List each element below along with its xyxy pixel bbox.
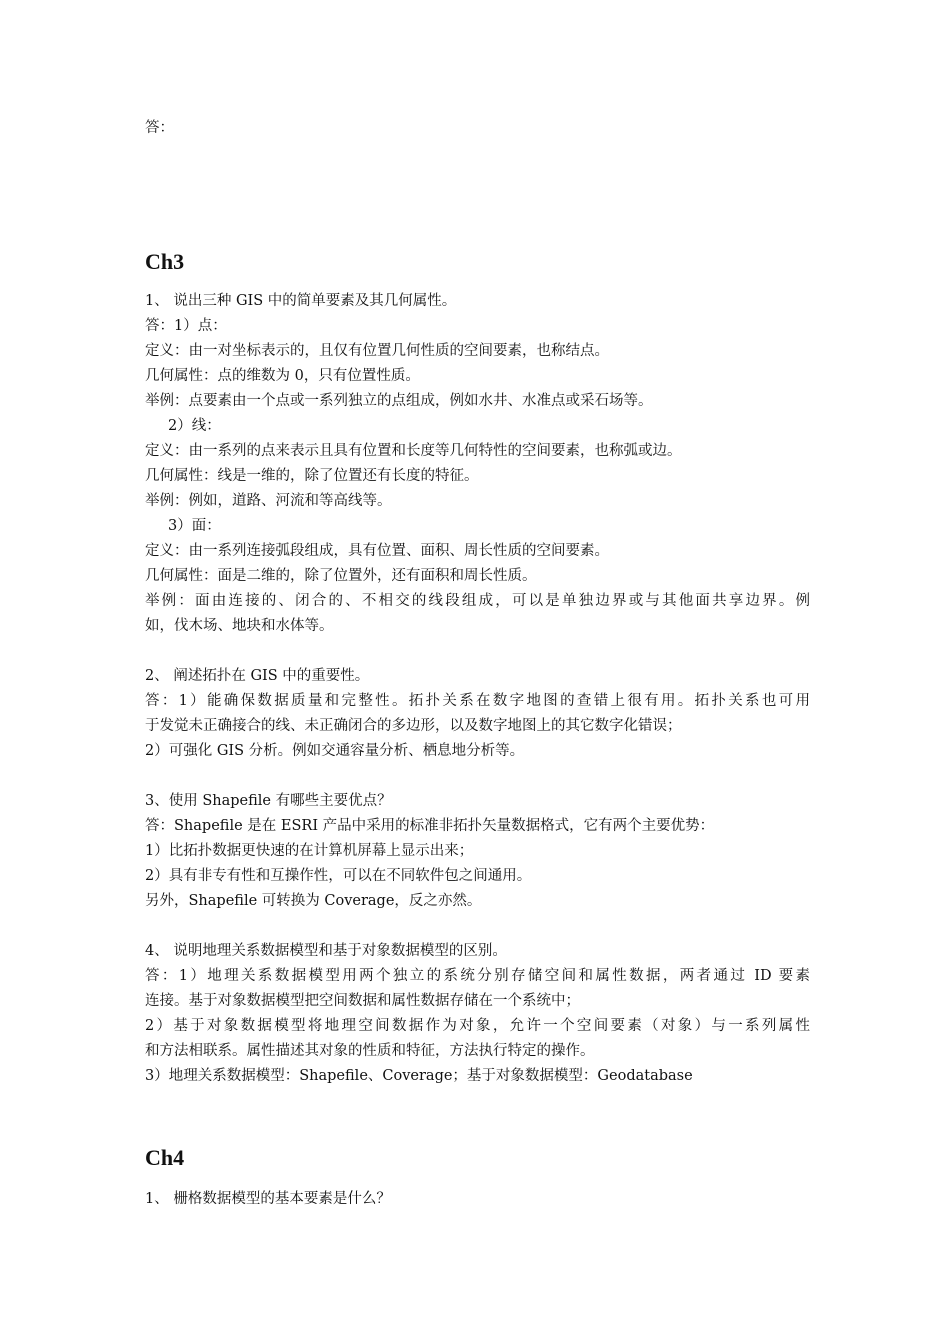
- ch3-q3-answer: 答：Shapefile 是在 ESRI 产品中采用的标准非拓扑矢量数据格式，它有两个主要优势：: [145, 818, 715, 834]
- ch3-q1-line-definition: 定义：由一系列的点来表示且具有位置和长度等几何特性的空间要素，也称弧或边。: [145, 443, 682, 459]
- ch3-q1-point-geometry: 几何属性：点的维数为 0，只有位置性质。: [145, 368, 420, 384]
- ch3-q2-answer1-line1: 答：1）能确保数据质量和完整性。拓扑关系在数字地图的查错上很有用。拓扑关系也可用: [145, 693, 810, 709]
- ch3-q1-area-definition: 定义：由一系列连接弧段组成，具有位置、面积、周长性质的空间要素。: [145, 543, 609, 559]
- ch3-q1-line-heading: 2）线：: [168, 418, 221, 434]
- ch3-q4-answer1-line1: 答：1）地理关系数据模型用两个独立的系统分别存储空间和属性数据，两者通过 ID 要素: [145, 968, 810, 984]
- ch3-q3-point2: 2）具有非专有性和互操作性，可以在不同软件包之间通用。: [145, 868, 532, 884]
- ch3-q3-question: 3、使用 Shapefile 有哪些主要优点？: [145, 793, 392, 809]
- ch3-q3-extra: 另外，Shapefile 可转换为 Coverage，反之亦然。: [145, 893, 482, 909]
- ch3-q4-question: 4、 说明地理关系数据模型和基于对象数据模型的区别。: [145, 943, 507, 959]
- ch3-q4-answer2-line2: 和方法相联系。属性描述其对象的性质和特征，方法执行特定的操作。: [145, 1043, 595, 1059]
- ch3-q2-answer2: 2）可强化 GIS 分析。例如交通容量分析、栖息地分析等。: [145, 743, 525, 759]
- ch3-q1-area-heading: 3）面：: [168, 518, 221, 534]
- chapter-4-heading: Ch4: [145, 1145, 185, 1170]
- chapter-3-heading: Ch3: [145, 249, 185, 274]
- ch3-q1-area-example-line1: 举例：面由连接的、闭合的、不相交的线段组成，可以是单独边界或与其他面共享边界。例: [145, 593, 810, 609]
- ch3-q1-point-definition: 定义：由一对坐标表示的，且仅有位置几何性质的空间要素，也称结点。: [145, 343, 609, 359]
- ch3-q4-answer1-line2: 连接。基于对象数据模型把空间数据和属性数据存储在一个系统中；: [145, 993, 580, 1009]
- ch3-q1-area-example-line2: 如，伐木场、地块和水体等。: [145, 618, 334, 634]
- ch3-q4-answer2-line1: 2）基于对象数据模型将地理空间数据作为对象，允许一个空间要素（对象）与一系列属性: [145, 1018, 810, 1034]
- ch3-q1-point-example: 举例：点要素由一个点或一系列独立的点组成，例如水井、水准点或采石场等。: [145, 393, 653, 409]
- ch3-q1-answer-intro: 答：1）点：: [145, 318, 227, 334]
- ch3-q2-question: 2、 阐述拓扑在 GIS 中的重要性。: [145, 668, 370, 684]
- ch3-q1-area-geometry: 几何属性：面是二维的，除了位置外，还有面积和周长性质。: [145, 568, 537, 584]
- ch3-q1-line-geometry: 几何属性：线是一维的，除了位置还有长度的特征。: [145, 468, 479, 484]
- ch3-q1-question: 1、 说出三种 GIS 中的简单要素及其几何属性。: [145, 293, 457, 309]
- top-answer-label: 答：: [145, 120, 174, 136]
- ch4-q1-question: 1、 栅格数据模型的基本要素是什么？: [145, 1191, 391, 1207]
- ch3-q2-answer1-line2: 于发觉未正确接合的线、未正确闭合的多边形，以及数字地图上的其它数字化错误；: [145, 718, 682, 734]
- ch3-q3-point1: 1）比拓扑数据更快速的在计算机屏幕上显示出来；: [145, 843, 474, 859]
- ch3-q1-line-example: 举例：例如，道路、河流和等高线等。: [145, 493, 392, 509]
- ch3-q4-answer3: 3）地理关系数据模型：Shapefile、Coverage；基于对象数据模型：Geodatabase: [145, 1068, 693, 1084]
